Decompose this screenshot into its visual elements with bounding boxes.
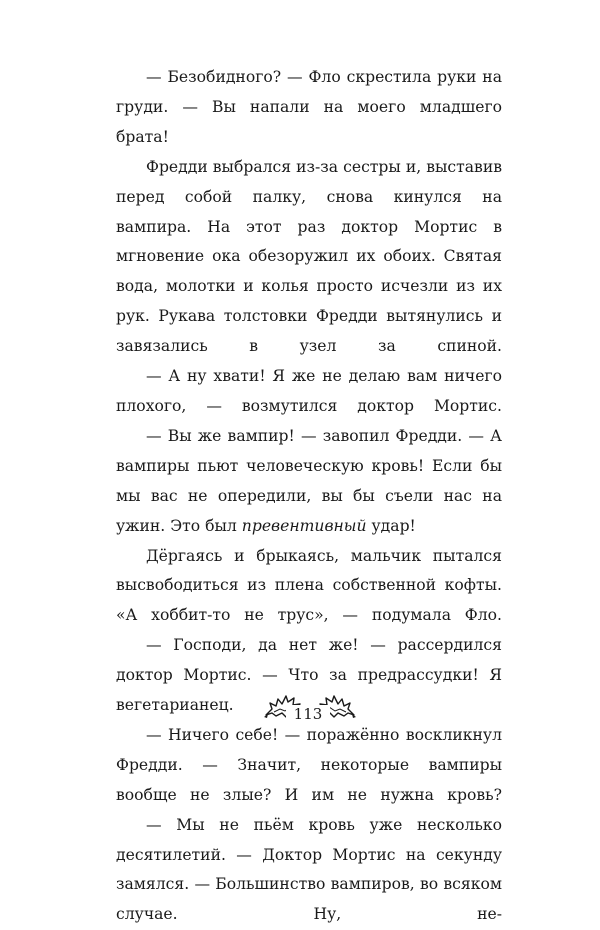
paragraph-2-text: Фредди выбрался из-за сестры и, выставив перед собой палку, снова кинулся на вампира. На этот раз доктор Мортис в мгновение ока обезоружил их обоих. Святая вода, молотки и колья просто исчезли из их рук. Рукава толстовки Фредди вытянулись и завязались в узел за спиной. [116,157,502,356]
paragraph-3 [116,362,502,422]
paragraph-7 [116,721,502,811]
paragraph-3-text: — А ну хвати! Я же не делаю вам ничего плохого, — возмутился доктор Мортис. [116,367,502,415]
paragraph-8 [116,811,502,930]
paragraph-7-text: — Ничего себе! — поражённо воскликнул Фредди. — Значит, некоторые вампиры вообще не злые? И им не нужна кровь? [116,725,502,804]
paragraph-2 [116,153,502,362]
paragraph-4-emphasis: превентивный [241,516,367,535]
paragraph-4-text-after: удар! [366,516,416,535]
page-number: 113 [286,705,330,723]
paragraph-1 [116,63,502,153]
paragraph-5-text: Дёргаясь и брыкаясь, мальчик пытался высвободиться из плена собственной кофты. «А хоббит-то не трус», — подумала Фло. [116,546,502,625]
paragraph-4 [116,422,502,542]
paragraph-1-text: — Безобидного? — Фло скрестила руки на груди. — Вы напали на моего младшего брата! [116,68,502,146]
paragraph-8-text: — Мы не пьём кровь уже несколько десятилетий. — Доктор Мортис на секунду замялся. — Большинство вампиров, во всяком случае. Ну, не- [116,815,502,924]
paragraph-4-text-before: — Вы же вампир! — завопил Фредди. — А вампиры пьют человеческую кровь! Если бы мы вас не опередили, вы бы съели нас на ужин. Это был [116,426,502,535]
paragraph-6-text: — Господи, да нет же! — рассердился доктор Мортис. — Что за предрассудки! Я вегетарианец. [116,636,502,715]
page-text [116,63,502,930]
page-footer [0,683,600,733]
paragraph-5 [116,542,502,632]
